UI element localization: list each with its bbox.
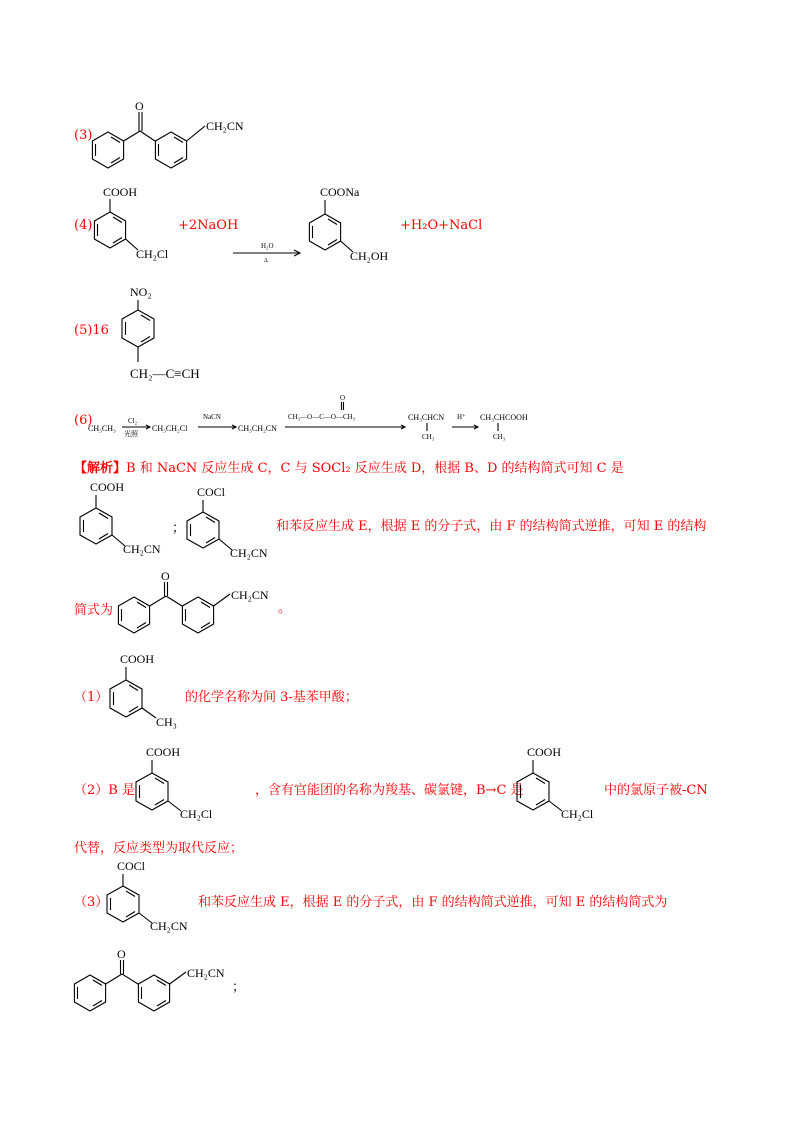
item-6-label: (6) [74,413,93,428]
analysis-text-2: 和苯反应生成 E，根据 E 的分子式，由 F 的结构简式逆推，可知 E 的结构 [276,519,707,534]
item-5-label: (5)16 [74,323,109,338]
svg-text:COOH: COOH [120,652,155,666]
analysis-text-3: 简式为 [74,603,114,618]
q2-text-end: 中的氯原子被-CN [604,783,708,798]
svg-text:CH₂CN: CH₂CN [123,542,161,556]
svg-text:CH₂Cl: CH₂Cl [136,247,169,261]
svg-text:O: O [161,569,170,583]
svg-text:O: O [340,394,346,402]
svg-text:CH₂CN: CH₂CN [150,919,188,933]
analysis-period: 。 [278,601,292,616]
analysis-heading: 【解析】 [74,461,127,476]
svg-text:CH₂Cl: CH₂Cl [561,807,594,821]
svg-text:O: O [117,947,126,961]
analysis-semicolon: ； [172,521,186,536]
svg-text:CH₃CH₃: CH₃CH₃ [88,424,116,433]
svg-text:CH₂CN: CH₂CN [231,588,269,602]
svg-text:CH₂—C≡CH: CH₂—C≡CH [130,366,200,381]
q1-text: 的化学名称为间 3-基苯甲酸； [185,690,358,705]
svg-text:H⁺: H⁺ [457,413,466,421]
q3-end: ； [232,980,246,995]
q3-label: （3） [74,895,109,910]
svg-text:CH₃CH₂CN: CH₃CH₂CN [238,424,277,433]
svg-text:CH₂CN: CH₂CN [230,546,268,560]
svg-text:Cl₂: Cl₂ [128,417,138,425]
svg-text:CH₃CHCN: CH₃CHCN [408,413,445,422]
svg-text:CH₂CN: CH₂CN [206,119,244,133]
q3-text: 和苯反应生成 E，根据 E 的分子式，由 F 的结构简式逆推，可知 E 的结构简式为 [198,895,668,910]
svg-text:COOH: COOH [103,185,138,199]
analysis-text-1: B 和 NaCN 反应生成 C，C 与 SOCl₂ 反应生成 D，根据 B、D 的结构简式可知 C 是 [126,461,624,476]
svg-text:Δ: Δ [264,258,268,264]
svg-text:CH₃—O—C—O—CH₃: CH₃—O—C—O—CH₃ [288,413,356,421]
q2-line-2: 代替，反应类型为取代反应； [74,841,244,856]
q2-label: （2）B 是 [74,783,135,798]
svg-text:CH₃: CH₃ [422,433,435,441]
svg-text:COOH: COOH [90,480,125,494]
svg-text:CH₃: CH₃ [156,715,177,729]
svg-text:COCl: COCl [197,485,226,499]
q1-label: （1） [74,690,109,705]
svg-text:光照: 光照 [124,430,138,438]
svg-text:COOH: COOH [146,745,181,759]
svg-text:CH₂Cl: CH₂Cl [180,807,213,821]
svg-text:COOH: COOH [527,745,562,759]
svg-text:O: O [135,99,144,113]
svg-text:CH₂OH: CH₂OH [350,249,389,263]
svg-text:CH₃CH₂Cl: CH₃CH₂Cl [152,424,188,433]
q2-text-mid: ，含有官能团的名称为羧基、碳氯键，B→C 是 [255,783,524,798]
svg-text:NaCN: NaCN [203,413,221,421]
analysis-line-1 [74,457,624,476]
item-4-label: (4) [74,218,93,233]
svg-text:H₂O: H₂O [261,242,274,250]
item-3-label: (3) [74,128,93,143]
svg-text:COONa: COONa [320,185,360,199]
item-4-products: +H₂O+NaCl [400,218,483,233]
svg-text:CH₃: CH₃ [493,433,506,441]
svg-text:CH₂CN: CH₂CN [187,966,225,980]
item-4-reagent: +2NaOH [178,218,239,233]
svg-text:CH₃CHCOOH: CH₃CHCOOH [480,413,528,422]
svg-text:COCl: COCl [117,859,146,873]
svg-text:NO₂: NO₂ [130,285,152,299]
